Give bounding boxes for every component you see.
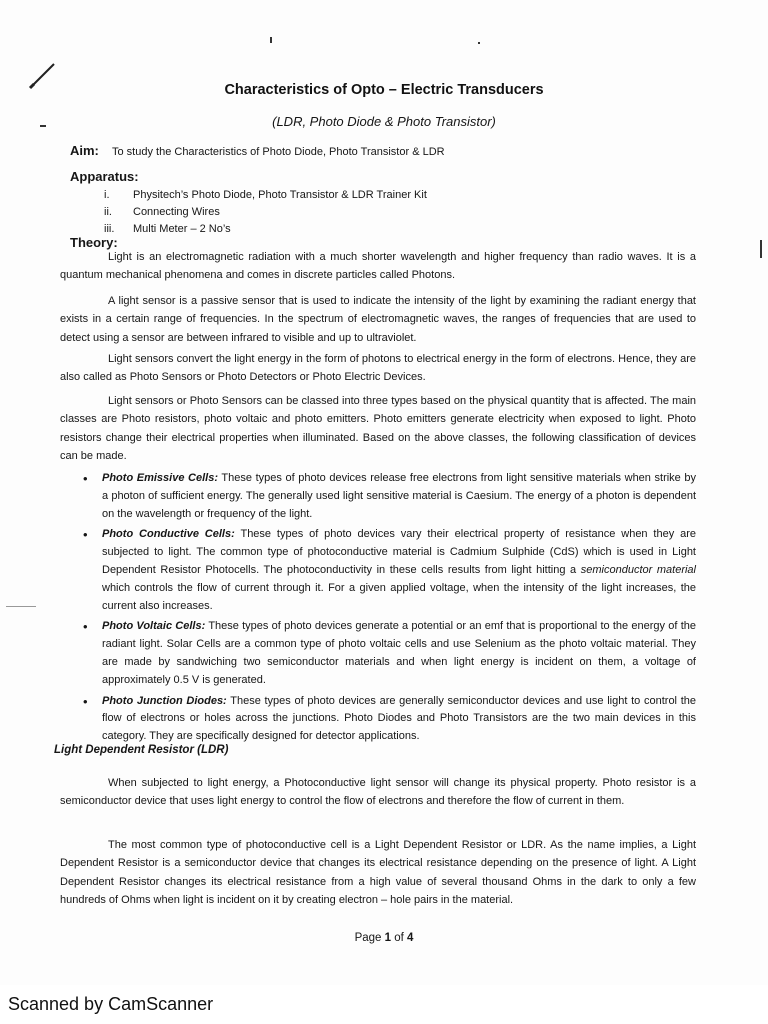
list-item: • Photo Conductive Cells: These types of photo devices vary their electrical property of resistance when they are subjected to light. The common type of photoconductive material is Cadmium Sulphide (CdS) which is used in Light Dependent Resistor Photocells. The photoconductivity in these cells results from light hitting a semiconductor material which controls the flow of current through it. For a given applied voltage, when the intensity of the light increases, the current also increases. (83, 527, 697, 612)
theory-paragraph: Light is an electromagnetic radiation with a much shorter wavelength and higher frequency than radio waves. It is a quantum mechanical phenomena and comes in discrete particles called Photons. (60, 251, 696, 282)
list-item: ii. Connecting Wires (104, 206, 220, 218)
list-item: i. Physitech’s Photo Diode, Photo Transistor & LDR Trainer Kit (104, 189, 427, 201)
list-item: • Photo Voltaic Cells: These types of photo devices generate a potential or an emf that is proportional to the energy of the radiant light. Solar Cells are a common type of photo voltaic cells and use Selenium as the photo voltaic material. They are made by sandwiching two semiconductor materials and when light energy is incident on them, a voltage of approximately 0.5 V is generated. (83, 619, 696, 686)
list-item: • Photo Junction Diodes: These types of photo devices are generally semiconductor devices and use light to control the flow of electrons or holes across the junctions. Photo Diodes and Photo Transistors are the two main devices in this category. They are specifically designed for detector applications. (83, 693, 696, 743)
theory-paragraph: A light sensor is a passive sensor that is used to indicate the intensity of the light by examining the radiant energy that exists in a certain range of frequencies. In the spectrum of electromagnetic waves, the ranges of frequencies that are used to detect using a sensor are between infrared to visible and up to ultraviolet. (60, 295, 696, 344)
list-item: iii. Multi Meter – 2 No’s (104, 223, 231, 235)
bullet-icon: • (83, 693, 88, 709)
apparatus-label: Apparatus: (70, 169, 139, 184)
theory-paragraph: Light sensors convert the light energy in the form of photons to electrical energy in the form of electrons. Hence, they are also called as Photo Sensors or Photo Detectors or Photo Electric Devices. (60, 353, 696, 384)
bullet-icon: • (83, 527, 88, 543)
ldr-heading: Light Dependent Resistor (LDR) (54, 744, 229, 756)
page-title: Characteristics of Opto – Electric Transducers (224, 82, 544, 98)
aim-section (70, 142, 99, 160)
scan-speck (478, 42, 480, 44)
bullet-icon: • (83, 471, 88, 486)
ldr-paragraph: The most common type of photoconductive cell is a Light Dependent Resistor or LDR. As the name implies, a Light Dependent Resistor is a semiconductor device that changes its electrical resistance depending on the presence of light. A Light Dependent Resistor changes its electrical resistance from a high value of several thousand Ohms in the dark to only a few hundreds of Ohms when light is incident on it by creating electron – hole pairs in the material. (60, 839, 696, 906)
scan-speck (6, 606, 36, 607)
scanner-watermark: Scanned by CamScanner (8, 994, 214, 1014)
aim-text: To study the Characteristics of Photo Diode, Photo Transistor & LDR (112, 146, 445, 158)
ldr-paragraph: When subjected to light energy, a Photoconductive light sensor will change its physical property. Photo resistor is a semiconductor device that uses light energy to control the flow of electrons and therefore the flow of current in them. (60, 777, 696, 808)
page-subtitle: (LDR, Photo Diode & Photo Transistor) (272, 114, 496, 129)
scan-speck (270, 37, 272, 43)
device-classification-list (80, 470, 696, 749)
apparatus-list (104, 187, 427, 238)
bullet-icon: • (83, 619, 88, 635)
list-item: • Photo Emissive Cells: These types of photo devices release free electrons from light sensitive materials when strike by a photon of sufficient energy. The generally used light sensitive material is Caesium. The energy of a photon is dependent on the wavelength or frequency of the light. (83, 471, 697, 520)
theory-paragraph: Light sensors or Photo Sensors can be classed into three types based on the physical quantity that is affected. The main classes are Photo resistors, photo voltaic and photo emitters. Photo emitters generate electricity when exposed to light. Photo resistors change their electrical properties when illuminated. Based on the above classes, the following classification of devices can be made. (60, 395, 696, 462)
scan-speck (760, 240, 762, 258)
page-number: Page 1 of 4 (354, 932, 414, 944)
aim-label: Aim: (70, 143, 99, 158)
theory-label: Theory: (70, 235, 118, 250)
